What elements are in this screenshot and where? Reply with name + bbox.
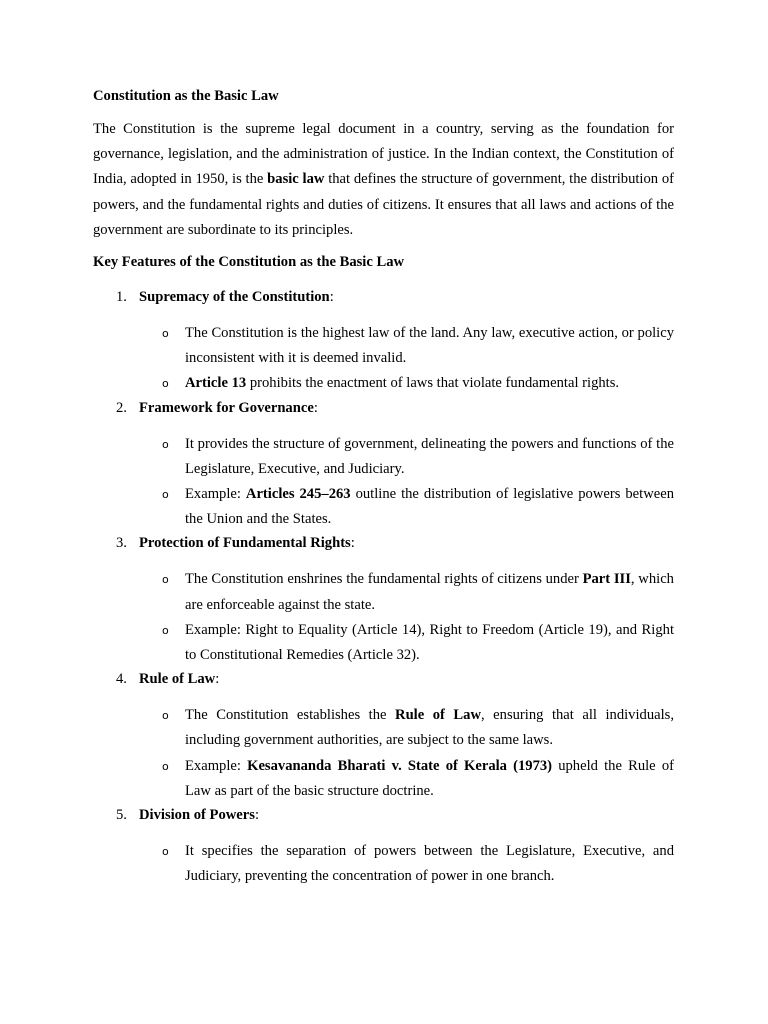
bold-text-run: Article 13 [185,375,247,392]
bullet-circle-icon: o [162,327,169,341]
section-subtitle: Key Features of the Constitution as the Basic Law [93,254,405,271]
bold-text-run: Rule of Law [395,707,481,724]
feature-title: Rule of Law [139,671,216,688]
feature-heading [93,286,674,308]
feature-number: 3. [116,535,127,552]
feature-item [93,286,674,397]
feature-points [93,703,674,804]
feature-points [93,321,674,397]
text-run: Example: [185,486,246,503]
feature-number: 4. [116,671,127,688]
text-run: that defines the structure of government, the distribution of powers, and the fundamental rights and duties of citizens. It ensures that all laws and actions of the government are subordinate to its principles. [93,171,674,238]
feature-item [93,668,674,804]
bullet-circle-icon: o [162,488,169,502]
bullet-point [93,703,674,753]
feature-title: Framework for Governance [139,399,314,416]
feature-number: 1. [116,289,127,306]
text-run: The Constitution establishes the [185,707,396,724]
bullet-point [93,432,674,482]
text-run: Example: [185,757,248,774]
feature-points [93,432,674,533]
text-run: outline the distribution of legislative powers between the Union and the States. [185,486,674,528]
feature-title: Division of Powers [139,807,255,824]
feature-title-suffix: : [350,535,355,552]
feature-points [93,567,674,668]
feature-title-suffix: : [313,399,318,416]
bullet-circle-icon: o [162,709,169,723]
features-list [93,286,674,889]
feature-title: Supremacy of the Constitution [139,289,330,306]
intro-paragraph [93,117,674,243]
bullet-circle-icon: o [162,845,169,859]
text-run: The Constitution is the highest law of the land. Any law, executive action, or policy inconsistent with it is deemed invalid. [185,325,674,367]
text-run: It provides the structure of government, delineating the powers and functions of the Legislature, Executive, and Judiciary. [185,435,674,477]
text-run: The Constitution enshrines the fundamental rights of citizens under [185,571,583,588]
feature-number: 2. [116,399,127,416]
bullet-circle-icon: o [162,437,169,451]
bold-text-run: Part III [582,571,631,588]
bullet-point [93,618,674,668]
feature-heading [93,397,674,419]
feature-item [93,397,674,533]
bullet-point [93,482,674,532]
bold-text-run: basic law [267,171,325,188]
text-run: It specifies the separation of powers between the Legislature, Executive, and Judiciary, preventing the concentration of power in one branch. [185,843,674,885]
feature-points [93,839,674,889]
bold-text-run: Kesavananda Bharati v. State of Kerala (1973) [247,757,553,774]
feature-title: Protection of Fundamental Rights [139,535,351,552]
text-run: , which are enforceable against the state. [185,571,674,613]
bullet-circle-icon: o [162,759,169,773]
document-page [93,85,674,889]
text-run: Example: Right to Equality (Article 14), Right to Freedom (Article 19), and Right to Constitutional Remedies (Article 32). [185,621,674,664]
bullet-point [93,839,674,889]
feature-item [93,532,674,668]
bullet-point [93,321,674,371]
feature-title-suffix: : [329,289,334,306]
bold-text-run: Articles 245–263 [245,486,351,503]
feature-number: 5. [116,807,127,824]
bullet-point [93,371,674,396]
feature-heading [93,804,674,826]
text-run: upheld the Rule of Law as part of the basic structure doctrine. [185,757,674,799]
text-run: , ensuring that all individuals, including government authorities, are subject to the same laws. [185,707,674,749]
feature-item [93,804,674,889]
document-title: Constitution as the Basic Law [93,88,279,104]
text-run: prohibits the enactment of laws that violate fundamental rights. [246,375,620,392]
feature-heading [93,532,674,554]
text-run: The Constitution is the supreme legal document in a country, serving as the foundation for governance, legislation, and the administration of justice. In the Indian context, the Constitution of India, adopted in 1950, is the [93,121,674,188]
bullet-point [93,567,674,617]
bullet-circle-icon: o [162,377,169,391]
bullet-circle-icon: o [162,573,169,587]
feature-heading [93,668,674,690]
bullet-circle-icon: o [162,623,169,637]
feature-title-suffix: : [215,671,220,688]
bullet-point [93,754,674,804]
feature-title-suffix: : [254,807,259,824]
